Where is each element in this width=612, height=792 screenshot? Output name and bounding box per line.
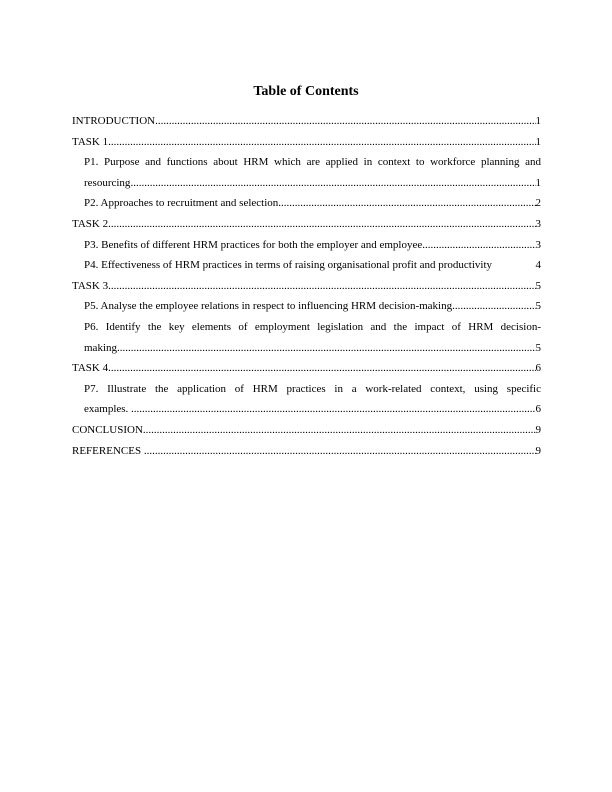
toc-page-number: 6 bbox=[535, 403, 541, 416]
toc-page-number: 1 bbox=[535, 176, 541, 189]
toc-entry-references[interactable] bbox=[72, 441, 541, 462]
toc-entry-label-line2: examples. bbox=[84, 403, 132, 416]
toc-entry-label: P3. Benefits of different HRM practices for both the employer and employee. bbox=[84, 238, 426, 251]
toc-entry-p2[interactable] bbox=[72, 193, 541, 214]
toc-entry-task-3[interactable] bbox=[72, 276, 541, 297]
toc-entry-p4[interactable] bbox=[72, 255, 541, 276]
dot-leader bbox=[108, 358, 535, 379]
dot-leader bbox=[155, 111, 535, 132]
dot-leader bbox=[278, 193, 535, 214]
toc-entry-label: INTRODUCTION bbox=[72, 115, 156, 127]
toc-entry-task-4[interactable] bbox=[72, 358, 541, 379]
toc-page-number: 5 bbox=[535, 300, 541, 313]
toc-entry-label: TASK 3 bbox=[72, 279, 109, 292]
toc-entry-label: TASK 1 bbox=[72, 135, 109, 148]
toc-page-number: 3 bbox=[535, 238, 541, 251]
dot-leader bbox=[117, 338, 536, 359]
toc-entry-introduction[interactable] bbox=[72, 111, 541, 132]
toc-entry-label-line1: P6. Identify the key elements of employment legislation and the impact of HRM decision- bbox=[84, 320, 541, 333]
toc-entry-label-line2: resourcing bbox=[84, 176, 131, 189]
toc-page-number: 9 bbox=[535, 444, 541, 457]
dot-leader bbox=[131, 399, 535, 420]
dot-leader bbox=[425, 235, 535, 256]
dot-leader bbox=[108, 276, 535, 297]
dot-leader bbox=[144, 441, 536, 462]
toc-page-number: 4 bbox=[535, 259, 541, 272]
dot-leader bbox=[130, 173, 535, 194]
toc-entry-p7[interactable] bbox=[72, 379, 541, 420]
toc-entry-label-line1: P1. Purpose and functions about HRM which are applied in context to workforce planning and bbox=[84, 156, 541, 169]
dot-leader bbox=[452, 296, 535, 317]
toc-entry-label: CONCLUSION bbox=[72, 423, 143, 436]
table-of-contents bbox=[72, 111, 541, 461]
toc-entry-label: P5. Analyse the employee relations in respect to influencing HRM decision-making bbox=[84, 300, 453, 313]
toc-entry-label-line2: making bbox=[84, 341, 117, 354]
toc-page-number: 5 bbox=[535, 341, 541, 354]
dot-leader bbox=[108, 214, 535, 235]
toc-page-number: 6 bbox=[535, 362, 541, 375]
toc-entry-p3[interactable] bbox=[72, 235, 541, 256]
toc-entry-label: TASK 4 bbox=[72, 362, 109, 375]
toc-entry-label: REFERENCES bbox=[72, 444, 144, 457]
toc-entry-p5[interactable] bbox=[72, 296, 541, 317]
toc-entry-task-2[interactable] bbox=[72, 214, 541, 235]
toc-page-number: 1 bbox=[535, 115, 541, 127]
toc-page-number: 2 bbox=[535, 197, 541, 210]
toc-title: Table of Contents bbox=[253, 84, 359, 99]
toc-entry-task-1[interactable] bbox=[72, 132, 541, 153]
toc-page-number: 3 bbox=[535, 217, 541, 230]
toc-page-number: 1 bbox=[535, 135, 541, 148]
toc-entry-p1[interactable] bbox=[72, 152, 541, 193]
toc-entry-conclusion[interactable] bbox=[72, 420, 541, 441]
toc-page-number: 9 bbox=[535, 423, 541, 436]
toc-entry-p6[interactable] bbox=[72, 317, 541, 358]
toc-entry-label: TASK 2 bbox=[72, 217, 109, 230]
dot-leader bbox=[108, 132, 535, 153]
toc-entry-label: P4. Effectiveness of HRM practices in terms of raising organisational profit and productivity bbox=[84, 259, 493, 272]
toc-entry-label: P2. Approaches to recruitment and selection bbox=[84, 197, 279, 210]
dot-leader bbox=[143, 420, 536, 441]
toc-entry-label-line1: P7. Illustrate the application of HRM practices in a work-related context, using specific bbox=[84, 382, 541, 395]
toc-page-number: 5 bbox=[535, 279, 541, 292]
